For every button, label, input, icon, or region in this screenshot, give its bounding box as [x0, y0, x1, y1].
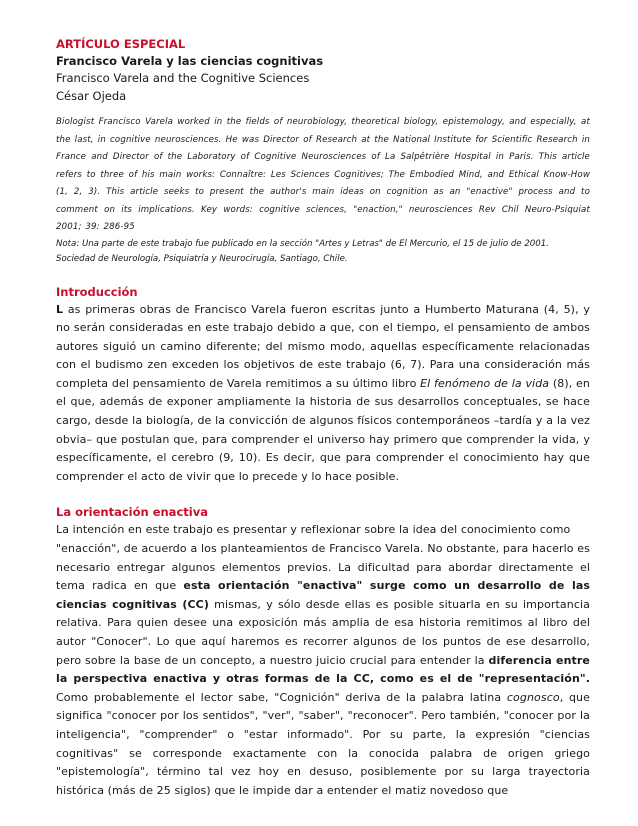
intro-text-a: as primeras obras de Francisco Varela fueron escritas junto a Humberto Maturana (4, 5), y no serán consideradas en este trabajo debido a que, con el tiempo, el pensamiento de ambos autores siguió un camino diferente; del mismo modo, aquellas específicamente relacionadas con el budismo zen exceden los objetivos de este trabajo (6, 7). Para una consideración más completa del pensamiento de Varela remitimos a su último libro	[56, 302, 590, 390]
heading-introduccion: Introducción	[56, 284, 138, 299]
article-kicker: ARTÍCULO ESPECIAL	[56, 37, 186, 51]
publication-note: Nota: Una parte de este trabajo fue publicado en la sección "Artes y Letras" de El Mercurio, el 15 de julio de 2001.	[56, 238, 549, 249]
author-name: César Ojeda	[56, 89, 127, 103]
enactive-text-4: , que significa "conocer por los sentidos", "ver", "saber", "reconocer". Pero también, "conocer por la inteligencia", "comprender" o "estar informado". Por su parte, la expresión "ciencias cognitivas" se corresponde exactamente con la conocida palabra de origen griego "epistemología", término tal vez hoy en desuso, posiblemente por su larga trayectoria histórica (más de 25 siglos) que le impide dar a entender el matiz novedoso que	[56, 690, 590, 797]
enactive-text-3: Como probablemente el lector sabe, "Cognición" deriva de la palabra latina	[56, 690, 507, 704]
enactive-bold-1: esta orientación "enactiva" surge como un desarrollo de las ciencias cognitivas (CC)	[56, 579, 590, 611]
society-affiliation: Sociedad de Neurología, Psiquiatría y Neurocirugía, Santiago, Chile.	[56, 254, 348, 264]
drop-initial: L	[56, 302, 64, 316]
enactive-latin-word: cognosco	[506, 690, 560, 704]
article-page	[56, 36, 590, 800]
intro-paragraph	[56, 301, 590, 487]
title-spanish: Francisco Varela y las ciencias cognitivas	[56, 54, 324, 68]
enactive-text-2: mismas, y sólo desde ellas es posible situarla en su importancia relativa. Para quien desee una exposición más amplia de esa historia remitimos al libro del autor "Conocer". Lo que aquí haremos es recorrer algunos de los puntos de ese desarrollo, pero sobre la base de un concepto, a nuestro juicio crucial para entender la	[56, 597, 590, 667]
title-english: Francisco Varela and the Cognitive Sciences	[56, 71, 310, 85]
enactive-paragraph	[56, 540, 590, 800]
heading-orientacion-enactiva: La orientación enactiva	[56, 505, 208, 520]
enactive-first-line: La intención en este trabajo es presentar y reflexionar sobre la idea del conocimiento como	[56, 523, 571, 537]
intro-book-title: El fenómeno de la vida	[420, 376, 550, 390]
enactive-bold-2: diferencia entre la perspectiva enactiva y otras formas de la CC, como es el de "representación".	[56, 653, 590, 686]
intro-text-b: (8), en el que, además de exponer ampliamente la historia de sus desarrollos conceptuales, se hace cargo, desde la biología, de la convicción de algunos físicos contemporáneos –tardía y a la vez obvia– que postulan que, para comprender el universo hay primero que comprender la vida, y específicamente, el cerebro (9, 10). Es decir, que para comprender el conocimiento hay que comprender el acto de vivir que lo precede y lo hace posible.	[56, 376, 590, 483]
enactive-text-1: "enacción", de acuerdo a los planteamientos de Francisco Varela. No obstante, para hacerlo es necesario entregar algunos elementos previos. La dificultad para abordar directamente el tema radica en que	[56, 542, 590, 593]
abstract-text: Biologist Francisco Varela worked in the fields of neurobiology, theoretical biology, epistemology, and especially, at the last, in cognitive neurosciences. He was Director of Research at the National Institute for Scientific Research in France and Director of the Laboratory of Cognitive Neurosciences of La Salpêtrière Hospital in Paris. This article refers to three of his main works: Connaître: Les Sciences Cognitives; The Embodied Mind, and Ethical Know-How (1, 2, 3). This article seeks to present the author's main ideas on cognition as an "enactive" process and to comment on its implications. Key words: cognitive sciences, "enaction," neurosciences Rev Chil Neuro-Psiquiat 2001; 39: 286-95	[56, 117, 590, 232]
